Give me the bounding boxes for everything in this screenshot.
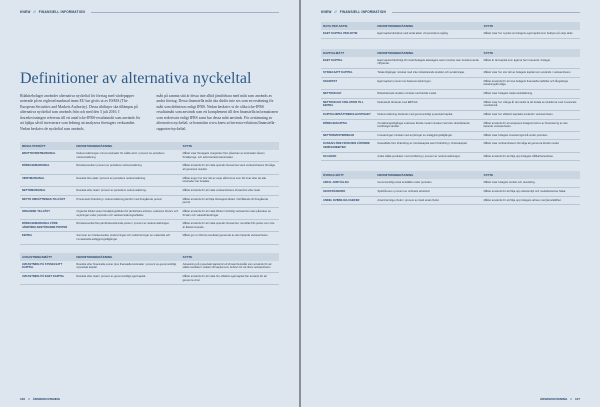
footer-title: ÅRSREDOVISNING	[539, 397, 568, 401]
metric-purpose: Måttet används för att mäta operativ lönsamhet samt verksamhetens förmåga att generera resultat.	[181, 162, 279, 174]
left-page	[0, 0, 299, 407]
metric-name: SYSSELSATT KAPITAL	[321, 69, 375, 78]
metric-definition: Eget kapital dividerat med antal aktier vid periodens utgång.	[375, 30, 481, 38]
metric-purpose: Måttet visar hur mycket av bolagets eget kapital som belöper på varje aktie.	[482, 30, 580, 38]
table-header: DEFINITION/BERÄKNING	[375, 171, 481, 179]
table-row	[321, 77, 580, 89]
table-row	[321, 179, 580, 187]
table-row	[20, 174, 279, 186]
table-header: SYFTE	[482, 49, 580, 57]
table-row	[20, 273, 279, 285]
data-per-aktie-table	[321, 22, 580, 39]
metric-purpose: Måttet visar hur stor del av bolagets kapital som används i verksamheten.	[482, 69, 580, 78]
metric-name: VINSTMARGINAL	[20, 174, 74, 186]
table-row	[20, 207, 279, 219]
metric-purpose: Måttet visar bolagets totala skuldsättning.	[482, 89, 580, 98]
page-footer	[20, 397, 279, 401]
metric-definition: Kassaflöde före förändring av rörelsekapital samt förändring i rörelsekapital.	[375, 140, 481, 152]
metric-purpose: Måttet visar bolagets storlek och utveckling.	[482, 179, 580, 187]
metric-purpose: Måttet används för att mäta verksamhetens lönsamhet efter skatt.	[181, 186, 279, 195]
metric-name: ANDEL KVINNLIGA CHEFER	[321, 196, 375, 205]
metric-purpose: Måttet används för att mäta tillväxt i befintlig verksamhet utan påverkan av förvärv och valutaförändringar.	[181, 207, 279, 219]
footer-separator: //	[28, 397, 30, 401]
metric-name: ANTAL ANSTÄLLDA	[321, 179, 375, 187]
header-rule	[91, 12, 279, 13]
metric-purpose: Måttet används för att mäta hur effektivt eget kapital har använts för att generera vinst.	[181, 273, 279, 285]
table-row	[321, 69, 580, 78]
table-header: ÖVRIGA MÅTT	[321, 171, 375, 179]
metric-definition: Eget kapital i procent av balansomslutningen.	[375, 77, 481, 89]
metric-definition: Nettoomsättningen minus kostnader för sålda varor i procent av periodens nettoomsättning.	[74, 150, 180, 162]
table-header: RESULTATMÅTT	[20, 142, 74, 150]
table-row	[321, 30, 580, 38]
table-header: SYFTE	[482, 171, 580, 179]
metric-purpose: Måttet används för att följa företagets tillväxt i förhållande till föregående period.	[181, 195, 279, 207]
table-header: AVKASTNINGSMÅTT	[20, 253, 74, 261]
table-row	[321, 131, 580, 140]
metric-definition: Resultat efter finansiella poster plus finansiella kostnader i procent av genomsnittligt sysselsatt kapital.	[74, 261, 180, 273]
metric-name: RÖRELSEMARGINAL	[20, 162, 74, 174]
metric-name: EGET KAPITAL PER AKTIE	[321, 30, 375, 38]
table-header: DEFINITION/BERÄKNING	[375, 22, 481, 30]
metric-name: KAPITALOMSÄTTNINGS-HASTIGHET	[321, 110, 375, 119]
table-row	[321, 57, 580, 69]
table-header: SYFTE	[181, 142, 279, 150]
metric-definition: Organisk tillväxt avser försäljningstillväxt för jämförbara enheter, exklusive förvärv och avyttringar under perioden och valutaomräkningseffekter.	[74, 207, 180, 219]
metric-purpose: Måttet används för att följa upp bolagets arbete med jämställdhet.	[482, 196, 580, 205]
metric-name: AVKASTNING PÅ EGET KAPITAL	[20, 273, 74, 285]
table-header: KAPITALMÅTT	[321, 49, 375, 57]
page-footer	[321, 397, 580, 401]
metric-definition: Resultat efter skatt i procent av periodens nettoomsättning.	[74, 186, 180, 195]
metric-definition: Eget kapital hänförligt till moderbolagets aktieägare samt innehav utan bestämmande inflytande.	[375, 57, 481, 69]
metric-name: RÖRELSEKAPITAL	[321, 119, 375, 131]
metric-name: EGET KAPITAL	[321, 57, 375, 69]
metric-purpose: Måttet visar bolagets investeringsnivå under perioden.	[482, 131, 580, 140]
footer-title: ÅRSREDOVISNING	[32, 397, 61, 401]
metric-definition: Räntebärande skulder minskat med likvida medel.	[375, 89, 481, 98]
metric-purpose: Måttet används för att analysera bolagets behov av finansiering av den löpande verksamheten.	[482, 119, 580, 131]
table-row	[321, 98, 580, 110]
metric-definition: Resultat efter skatt i procent av genomsnittligt eget kapital.	[74, 273, 180, 285]
metric-purpose: Måttet visar verksamhetens förmåga att generera likvida medel.	[482, 140, 580, 152]
metric-definition: Rörelseresultat i procent av periodens nettoomsättning.	[74, 162, 180, 174]
table-row	[321, 89, 580, 98]
table-header: SYFTE	[482, 22, 580, 30]
table-row	[321, 196, 580, 205]
header-section: FINANSIELL INFORMATION	[38, 10, 85, 14]
metric-definition: Nettoskuld dividerat med EBITDA.	[375, 98, 481, 110]
metric-name: NETTOSKULD I RELATION TILL EBITDA	[321, 98, 375, 110]
avkastningsmatt-table	[20, 253, 279, 286]
resultatmatt-table	[20, 142, 279, 245]
table-header: DEFINITION/BERÄKNING	[74, 142, 180, 150]
metric-definition: Procentuell förändring i nettoomsättning jämfört med föregående period.	[74, 195, 180, 207]
metric-purpose: Måttet visar hur effektivt kapitalet används i verksamheten.	[482, 110, 580, 119]
table-row	[20, 150, 279, 162]
footer-separator: //	[570, 397, 572, 401]
table-row	[20, 195, 279, 207]
page-number: 107	[574, 397, 580, 401]
intro-column-2: mått på samma sätt är dessa inte alltid jämförbara med mått som används av andra företag. Dessa finansiella mått ska därför inte ses som en ersättning för mått som definieras enligt IFRS. Nedan beskrivs vi de olika icke-IFRS resultatmått som används som ett komplement till den finansiella informationen som redovisats enligt IFRS samt hur dessa mått används. För avstämning av alternativa nyckeltal, se hemsidan www.knew.se/investor-relations/finansiella-rapporter/nyckeltal.	[156, 93, 278, 131]
metric-name: KASSAFLÖDE FRÅN DEN LÖPANDE VERKSAMHETEN	[321, 140, 375, 152]
kapitalmatt-table	[321, 49, 580, 162]
table-row	[20, 186, 279, 195]
header-brand: KNEW	[321, 10, 332, 14]
header-separator: //	[33, 10, 36, 14]
table-header: DATA PER AKTIE	[321, 22, 375, 30]
metric-name: SOLIDITET	[321, 77, 375, 89]
table-row	[321, 110, 580, 119]
metric-definition: Andel sålda produkter med certifiering i procent av nettoomsättningen.	[375, 152, 481, 161]
metric-definition: Sjukfrånvaro i procent av ordinarie arbetstid.	[375, 188, 481, 197]
metric-name: NETTOINVESTERINGAR	[321, 131, 375, 140]
header-separator: //	[334, 10, 337, 14]
table-row	[20, 220, 279, 232]
metric-purpose: Måttet används för att följa upp arbetsmiljö och medarbetarnas hälsa.	[482, 188, 580, 197]
page-header	[321, 9, 580, 15]
header-brand: KNEW	[20, 10, 31, 14]
metric-purpose: Måttet anger hur stor del av varje såld krona som blir kvar efter att alla kostnader har betalats.	[181, 174, 279, 186]
metric-purpose: Måttet visar hur många år det skulle ta att betala av skulderna med nuvarande resultatnivå.	[482, 98, 580, 110]
header-section: FINANSIELL INFORMATION	[339, 10, 386, 14]
metric-name: NETTOSKULD	[321, 89, 375, 98]
metric-definition: Resultat före skatt i procent av periodens nettoomsättning.	[74, 174, 180, 186]
table-row	[20, 261, 279, 273]
metric-definition: Rörelseresultat före jämförelsestörande poster i procent av nettoomsättningen.	[74, 220, 180, 232]
metric-name: BRUTTOVINSTMARGINAL	[20, 150, 74, 162]
metric-purpose: Måttet används för att följa upp bolagets hållbarhetsarbete.	[482, 152, 580, 161]
page-number: 106	[20, 397, 26, 401]
metric-name: EBITDA	[20, 232, 74, 244]
intro-text	[20, 94, 279, 133]
metric-name: AVKASTNING PÅ SYSSELSATT KAPITAL	[20, 261, 74, 273]
metric-name: SCI-GRAD	[321, 152, 375, 161]
table-row	[20, 232, 279, 244]
metric-purpose: Måttet visar företagets marginaler före påverkan av kostnader såsom försäljnings- och administrationskostnader.	[181, 150, 279, 162]
metric-purpose: Måttet används för att visa bolagets finansiella stabilitet och långsiktiga betalningsförmåga.	[482, 77, 580, 89]
metric-name: SJUKFRÅNVARO	[321, 188, 375, 197]
table-header: DEFINITION/BERÄKNING	[74, 253, 180, 261]
metric-definition: Summan av rörelseresultat, avskrivningar och nedskrivningar av materiella och immateriella anläggningstillgångar.	[74, 232, 180, 244]
metric-definition: Genomsnittligt antal anställda under perioden.	[375, 179, 481, 187]
metric-purpose: Måttet ger en bild av resultatet genererat av den löpande verksamheten.	[181, 232, 279, 244]
table-row	[20, 162, 279, 174]
metric-purpose: Måttet används för att mäta operativ lönsamhet, renodlat från poster som inte är återkommande.	[181, 220, 279, 232]
table-row	[321, 188, 580, 197]
table-row	[321, 152, 580, 161]
header-rule	[392, 12, 580, 13]
metric-name: RÖRELSEMARGINAL FÖRE JÄMFÖRELSESTÖRANDE POSTER	[20, 220, 74, 232]
metric-definition: Totala tillgångar minskat med icke räntebärande skulder och avsättningar.	[375, 69, 481, 78]
metric-definition: Nettoomsättning dividerat med genomsnittligt sysselsatt kapital.	[375, 110, 481, 119]
metric-name: NETTOMARGINAL	[20, 186, 74, 195]
metric-purpose: Avkastning på sysselsatt kapital är ett lönsamhetsmått som används för att ställa resultatet i relation till kapital som behövs för att driva verksamheten.	[181, 261, 279, 273]
metric-definition: Antal kvinnliga chefer i procent av totalt antal chefer.	[375, 196, 481, 205]
metric-name: ORGANISK TILLVÄXT	[20, 207, 74, 219]
intro-column-1: Bilaktiebolaget använder alternativa nyckeltal för företag med värdepapper noterade på en reglerad marknad inom EU har givits ut av ESMA (The European Securities and Markets Authority). Dessa riktlinjer ska tillämpas på alternativa nyckeltal som används från och med den 3 juli 2016. I årsredovisningen refereras till ett antal icke-IFRS-resultatmått som används för att hjälpa såväl investerare som ledning att analysera företagets verksamhet. Nedan beskrivs de nyckeltal som används.	[20, 93, 141, 131]
metric-definition: Investeringar minskat med avyttringar av anläggningstillgångar.	[375, 131, 481, 140]
table-row	[321, 140, 580, 152]
page-title: Definitioner av alternativa nyckeltal	[20, 70, 252, 87]
metric-name: NETTO OMSÄTTNINGS-TILLVÄXT	[20, 195, 74, 207]
ovriga-matt-table	[321, 171, 580, 205]
table-row	[321, 119, 580, 131]
right-page	[301, 0, 600, 407]
metric-purpose: Måttet är det kapital som ägarna har investerat i bolaget.	[482, 57, 580, 69]
page-header	[20, 9, 279, 15]
table-header: SYFTE	[181, 253, 279, 261]
table-header: DEFINITION/BERÄKNING	[375, 49, 481, 57]
metric-definition: Omsättningstillgångar exklusive likvida medel minskat med icke räntebärande kortfristiga skulder.	[375, 119, 481, 131]
